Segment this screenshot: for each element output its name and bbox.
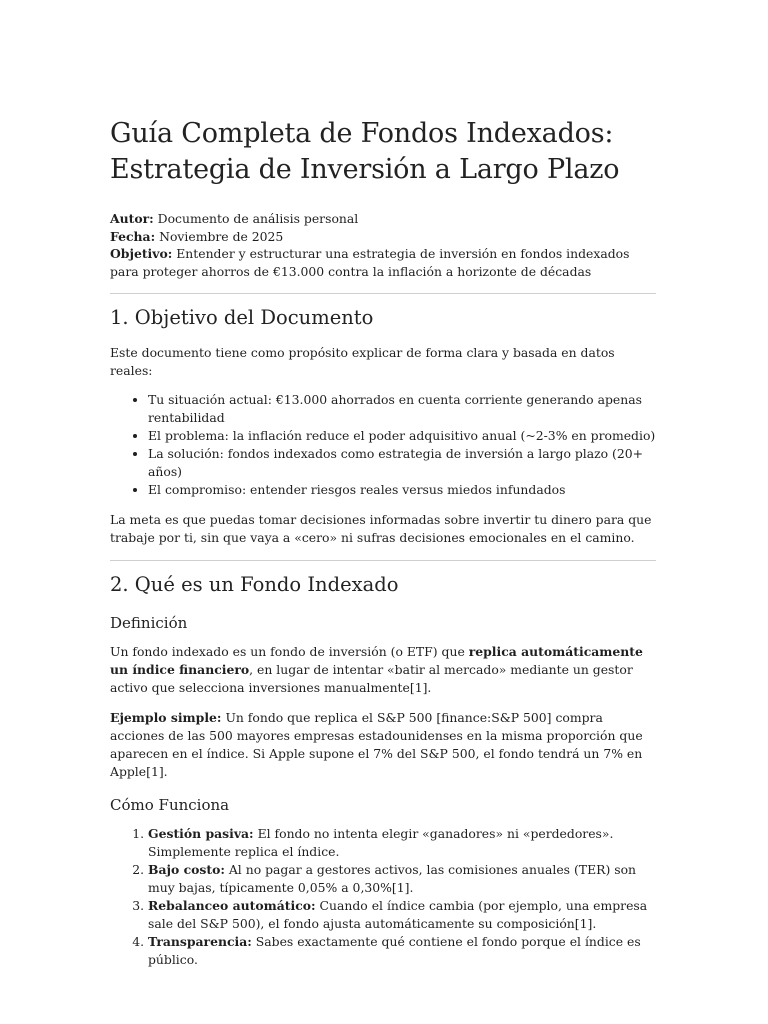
example-label: Ejemplo simple:	[110, 710, 222, 725]
item-text: El fondo no intenta elegir «ganadores» ni «perdedores». Simplemente replica el índice.	[148, 826, 614, 859]
list-item	[148, 897, 656, 933]
example-text: Un fondo que replica el S&P 500 [finance:S&P 500] compra acciones de las 500 mayores empresas estadounidenses en la misma proporción que aparecen en el índice. Si Apple supone el 7% del S&P 500, el fondo tendrá un 7% en Apple[1].	[110, 710, 643, 779]
meta-author	[110, 210, 656, 228]
example-paragraph	[110, 709, 656, 781]
item-label: Transparencia:	[148, 934, 252, 949]
meta-objective-label: Objetivo:	[110, 246, 173, 261]
section-1-bullet-list	[110, 391, 656, 499]
list-item	[148, 861, 656, 897]
list-item: • Tu situación actual: €13.000 ahorrados en cuenta corriente generando apenas rentabilidad	[148, 391, 656, 427]
list-item	[148, 933, 656, 969]
item-text: Cuando el índice cambia (por ejemplo, una empresa sale del S&P 500), el fondo ajusta automáticamente su composición[1].	[148, 898, 648, 931]
meta-author-value: Documento de análisis personal	[153, 211, 359, 226]
list-item	[148, 825, 656, 861]
item-text: Al no pagar a gestores activos, las comisiones anuales (TER) son muy bajas, típicamente 0,05% a 0,30%[1].	[148, 862, 637, 895]
meta-objective-value: Entender y estructurar una estrategia de inversión en fondos indexados para proteger ahorros de €13.000 contra la inflación a horizonte de décadas	[110, 246, 630, 279]
definition-heading: Definición	[110, 614, 188, 632]
divider	[110, 560, 656, 561]
divider	[110, 293, 656, 294]
section-1-closing: La meta es que puedas tomar decisiones informadas sobre invertir tu dinero para que trabaje por ti, sin que vaya a «cero» ni sufras decisiones emocionales en el camino.	[110, 512, 652, 545]
definition-bold: replica automáticamente un índice financiero	[110, 644, 643, 677]
meta-objective	[110, 245, 656, 280]
item-text: Sabes exactamente qué contiene el fondo porque el índice es público.	[148, 934, 641, 967]
title-line-2: Estrategia de Inversión a Largo Plazo	[110, 154, 620, 185]
item-label: Bajo costo:	[148, 862, 225, 877]
section-2-heading: 2. Qué es un Fondo Indexado	[110, 573, 399, 596]
list-item: • El problema: la inflación reduce el poder adquisitivo anual (~2-3% en promedio)	[148, 427, 656, 445]
section-1-intro: Este documento tiene como propósito explicar de forma clara y basada en datos reales:	[110, 345, 615, 378]
definition-text-end: , en lugar de intentar «batir al mercado» mediante un gestor activo que selecciona inversiones manualmente[1].	[110, 662, 633, 695]
list-item: • El compromiso: entender riesgos reales versus miedos infundados	[148, 481, 656, 499]
meta-date	[110, 228, 656, 246]
meta-author-label: Autor:	[110, 211, 154, 226]
meta-date-value: Noviembre de 2025	[155, 228, 284, 244]
document-meta	[110, 210, 656, 280]
list-item: • La solución: fondos indexados como estrategia de inversión a largo plazo (20+ años)	[148, 445, 656, 481]
item-label: Rebalanceo automático:	[148, 898, 316, 913]
section-1-heading: 1. Objetivo del Documento	[110, 306, 374, 329]
definition-text-start: Un fondo indexado es un fondo de inversión (o ETF) que	[110, 644, 469, 659]
title-line-1: Guía Completa de Fondos Indexados:	[110, 118, 614, 149]
how-it-works-list	[110, 825, 656, 969]
item-label: Gestión pasiva:	[148, 826, 254, 841]
document-title	[110, 116, 656, 188]
definition-paragraph	[110, 643, 656, 697]
meta-date-label: Fecha:	[110, 228, 156, 244]
how-it-works-heading: Cómo Funciona	[110, 796, 230, 814]
